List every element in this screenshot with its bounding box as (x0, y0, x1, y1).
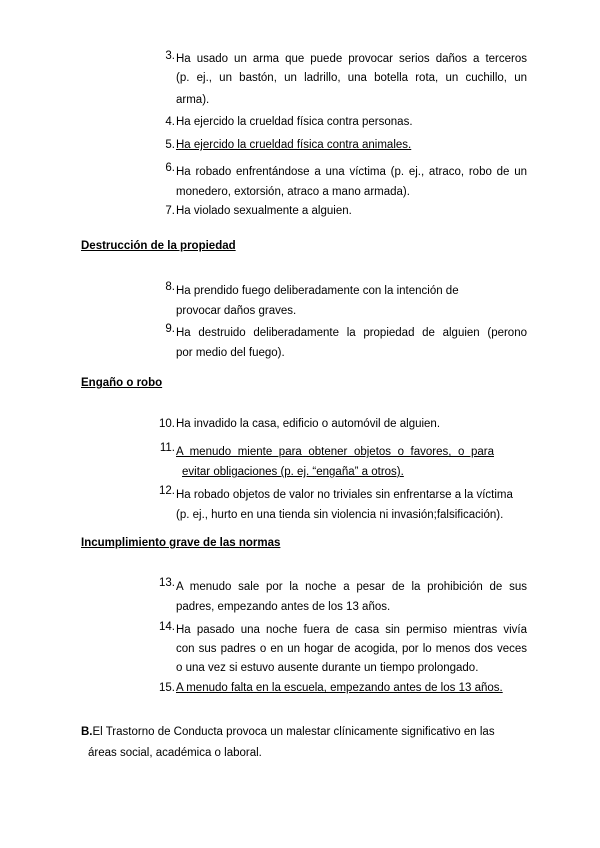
list-item (155, 577, 527, 617)
item-text-line: Ha robado enfrentándose a una víctima (p. ej., atraco, robo de un (176, 166, 527, 178)
item-number: 9. (165, 323, 175, 335)
item-text-line: por medio del fuego). (176, 347, 285, 359)
item-text-line: Ha ejercido la crueldad física contra animales. (176, 139, 412, 151)
item-number: 11. (159, 442, 175, 454)
criterion-b (81, 722, 521, 764)
item-number: 13. (159, 577, 175, 589)
item-text-line: Ha violado sexualmente a alguien. (176, 205, 352, 217)
item-number: 7. (165, 205, 175, 217)
list-item (155, 621, 527, 678)
item-number: 14. (159, 621, 175, 633)
list-item (155, 323, 527, 363)
criterion-b-text-line: áreas social, académica o laboral. (88, 747, 262, 759)
item-text-line: evitar obligaciones (p. ej. “engaña” a otros). (182, 466, 404, 478)
item-number: 6. (165, 162, 175, 174)
list-item (155, 418, 527, 430)
item-text-line: Ha pasado una noche fuera de casa sin permiso mientras vivía (176, 624, 527, 636)
list-item (155, 485, 527, 525)
item-text-line: A menudo sale por la noche a pesar de la prohibición de sus (176, 581, 527, 593)
list-item (155, 205, 527, 217)
item-text-line: (p. ej., hurto en una tienda sin violencia ni invasión;falsificación). (176, 509, 504, 521)
list-item (155, 442, 527, 482)
list-item (155, 682, 527, 694)
item-text-line: Ha ejercido la crueldad física contra personas. (176, 116, 413, 128)
list-item (155, 50, 527, 112)
section-heading-rules: Incumplimiento grave de las normas (81, 537, 281, 549)
item-number: 5. (165, 139, 175, 151)
item-text-line: A menudo miente para obtener objetos o favores, o para (176, 446, 494, 458)
item-text-line: monedero, extorsión, atraco a mano armada). (176, 186, 410, 198)
item-text-line: Ha usado un arma que puede provocar serios daños a terceros (176, 53, 527, 65)
item-number: 3. (165, 50, 175, 62)
item-number: 4. (165, 116, 175, 128)
section-heading-property: Destrucción de la propiedad (81, 240, 236, 252)
item-number: 8. (165, 281, 175, 293)
list-item (155, 116, 527, 128)
item-text-line: arma). (176, 94, 210, 106)
item-text-line: A menudo falta en la escuela, empezando antes de los 13 años. (176, 682, 503, 694)
item-text-line: padres, empezando antes de los 13 años. (176, 601, 391, 613)
section-heading-deceit: Engaño o robo (81, 377, 163, 389)
item-text-line: Ha robado objetos de valor no triviales sin enfrentarse a la víctima (176, 489, 513, 501)
item-text-line: provocar daños graves. (176, 305, 297, 317)
item-text-line: con sus padres o en un hogar de acogida, por lo menos dos veces (176, 643, 527, 655)
list-item (155, 281, 527, 321)
item-text-line: o una vez si estuvo ausente durante un tiempo prolongado. (176, 662, 479, 674)
item-number: 12. (159, 485, 175, 497)
item-text-line: Ha destruido deliberadamente la propiedad de alguien (perono (176, 327, 527, 339)
item-number: 15. (159, 682, 175, 694)
item-text-line: (p. ej., un bastón, un ladrillo, una botella rota, un cuchillo, un (176, 72, 527, 84)
criterion-b-label: B. (81, 726, 93, 738)
item-text-line: Ha prendido fuego deliberadamente con la intención de (176, 285, 459, 297)
item-text-line: Ha invadido la casa, edificio o automóvil de alguien. (176, 418, 441, 430)
criterion-b-text-line: El Trastorno de Conducta provoca un malestar clínicamente significativo en las (92, 726, 495, 738)
item-number: 10. (159, 418, 175, 430)
list-item (155, 162, 527, 202)
list-item (155, 139, 527, 151)
